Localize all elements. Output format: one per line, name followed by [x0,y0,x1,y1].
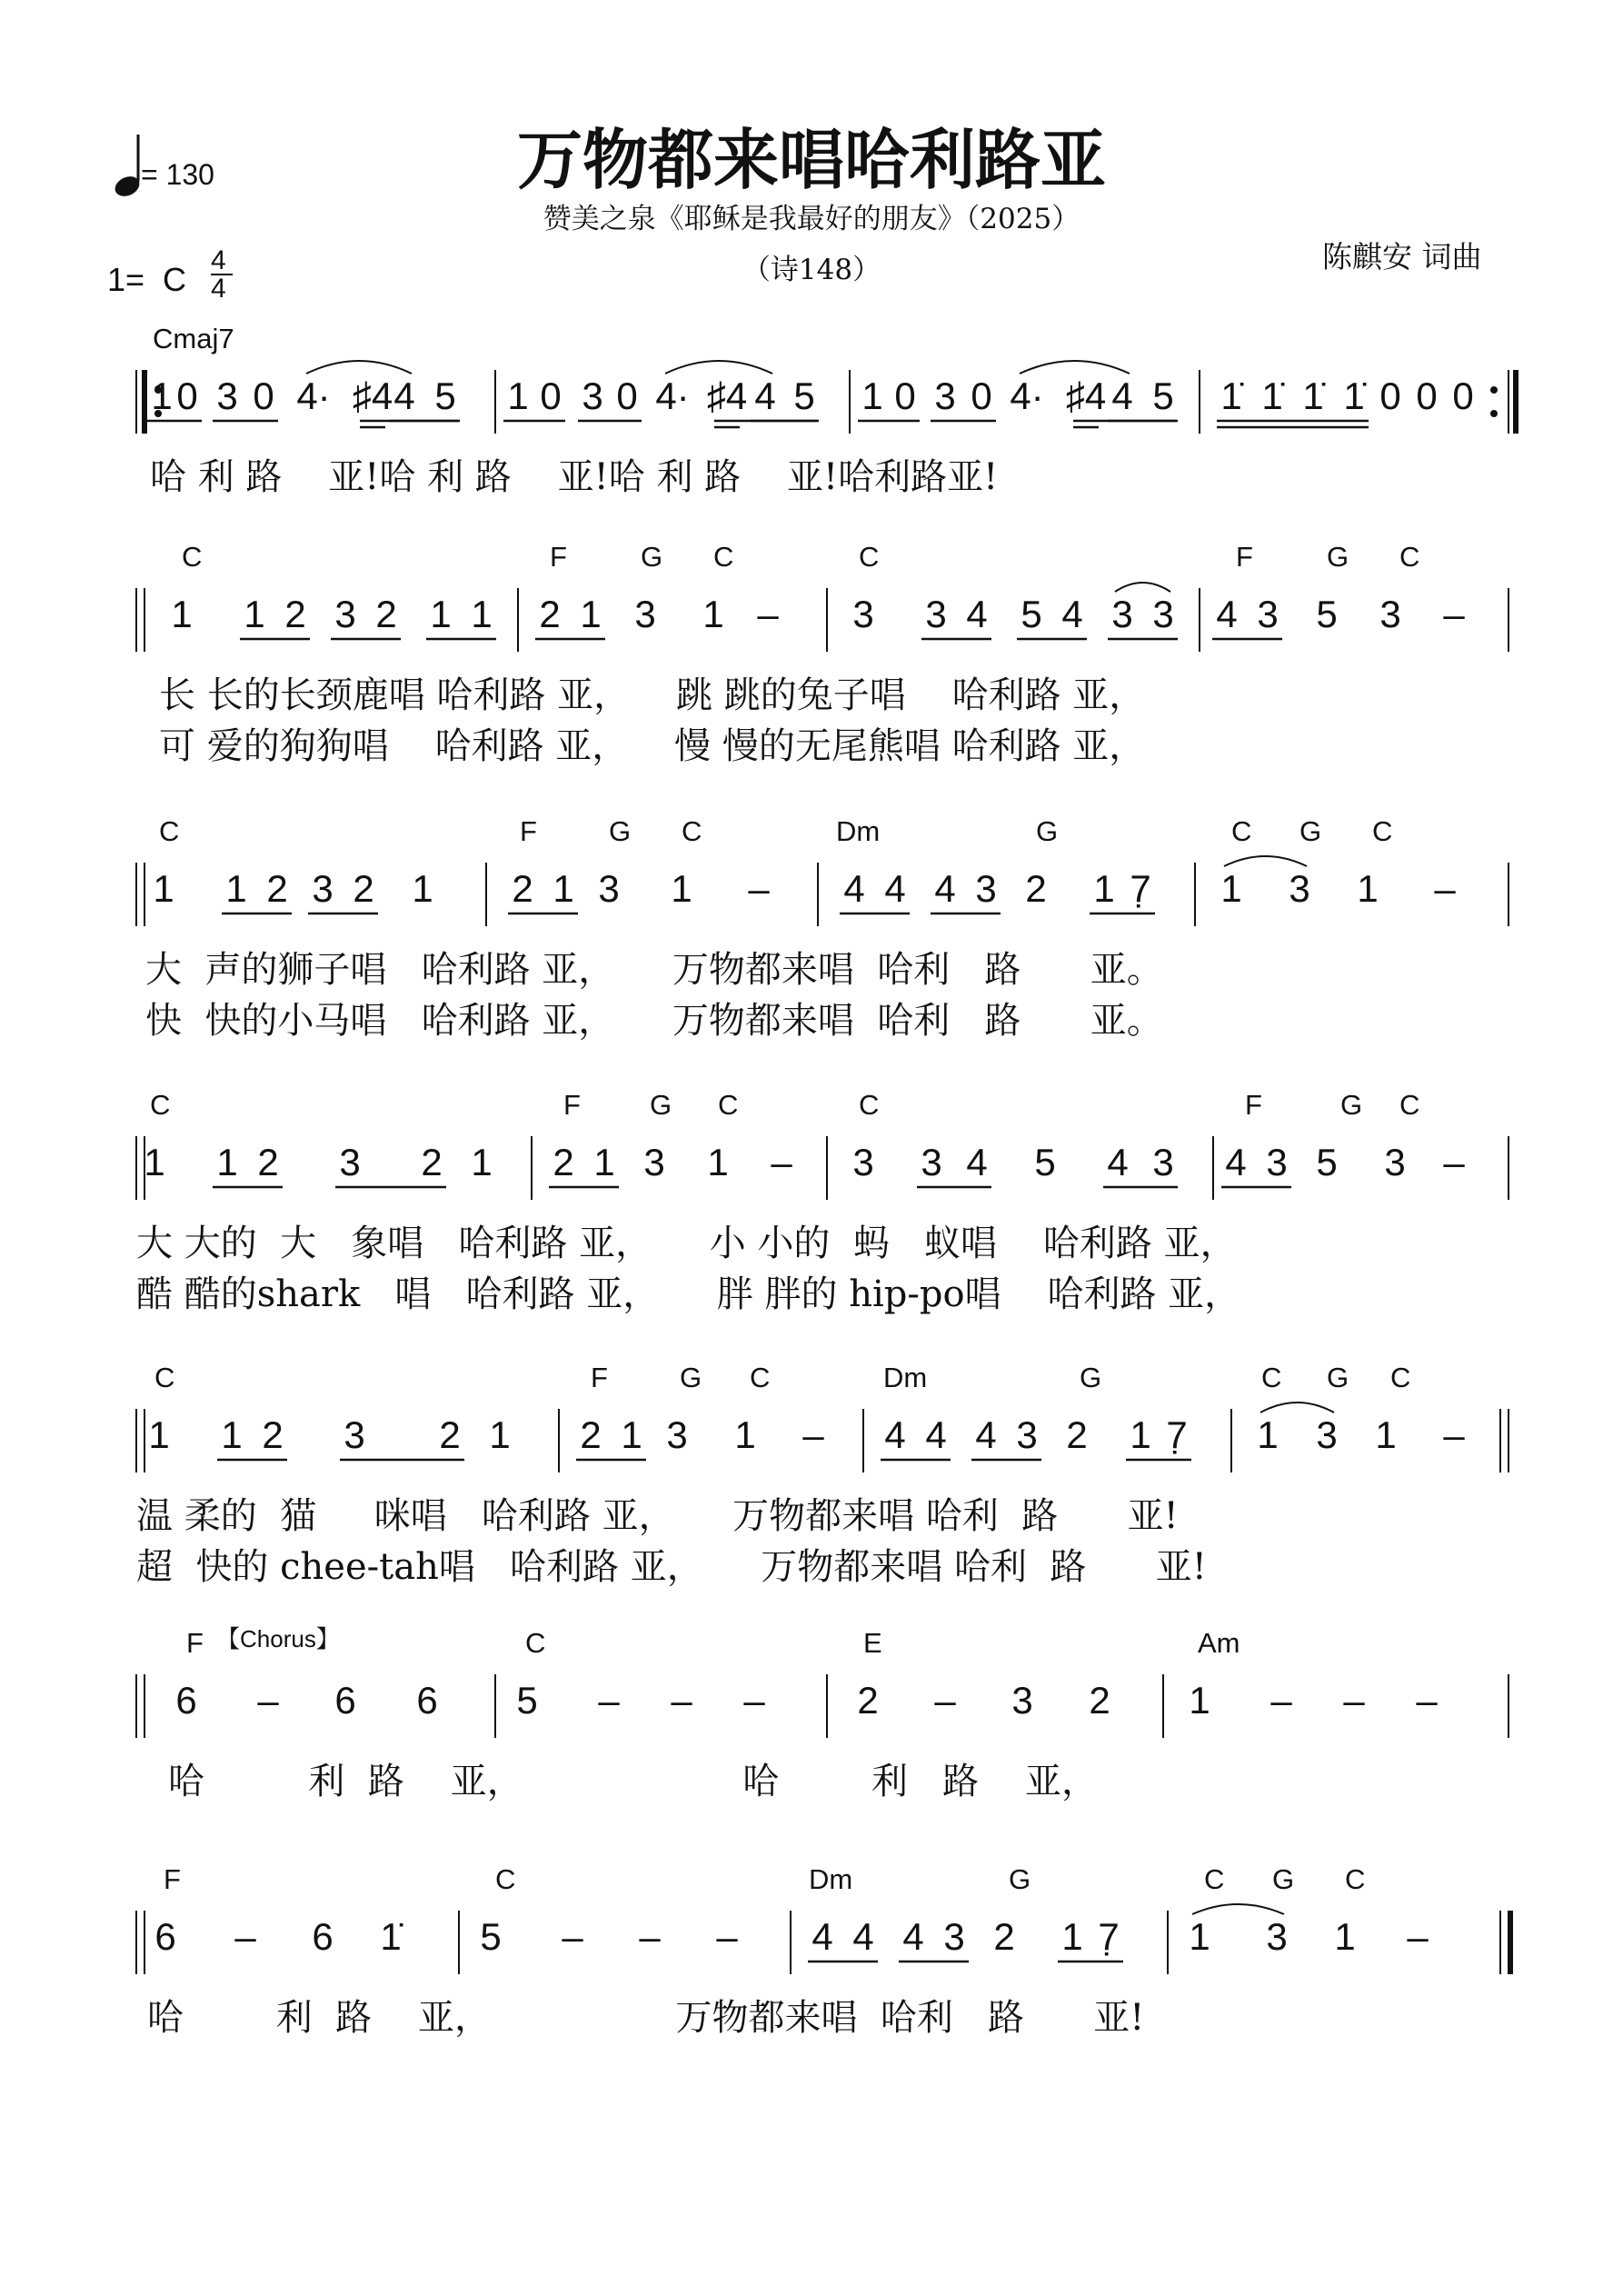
jianpu-note: 2 [539,593,561,635]
chord-symbol: Am [1198,1627,1240,1659]
jianpu-note: 7̣ [1130,867,1151,910]
section-label: 【Chorus】 [216,1625,340,1652]
jianpu-note: 3 [1152,593,1174,635]
jianpu-note: 5 [1316,1141,1338,1183]
jianpu-note: – [771,1141,792,1183]
jianpu-note: 4 [812,1915,833,1958]
jianpu-note: 1̇ [1343,374,1365,417]
jianpu-note: 6 [416,1679,438,1722]
lyric-line: 哈 利 路 亚， 万物都来唱 哈利 路 亚! [147,1997,1145,2039]
jianpu-note: ♯4 [706,374,748,417]
lyric-line: 哈 利 路 亚!哈 利 路 亚!哈 利 路 亚!哈利路亚! [150,456,999,498]
chord-symbol: C [859,1089,880,1121]
jianpu-note: 0 [1416,374,1438,417]
lyric-line: 快 快的小马唱 哈利路 亚， 万物都来唱 哈利 路 亚。 [145,1000,1163,1042]
chord-symbol: F [186,1627,204,1659]
jianpu-note: 1 [593,1141,615,1183]
jianpu-note: 6 [312,1915,334,1958]
jianpu-note: – [1416,1679,1438,1722]
jianpu-note: 4 [966,593,988,635]
jianpu-note: 3 [1111,593,1133,635]
chord-symbol: Dm [883,1362,928,1393]
jianpu-note: 1 [1334,1915,1356,1958]
jianpu-note: 7̣ [1166,1413,1188,1456]
jianpu-note: 0 [1379,374,1401,417]
jianpu-note: 1 [621,1413,642,1456]
jianpu-note: 1 [412,867,433,910]
jianpu-note: – [743,1679,765,1722]
chord-symbol: C [682,815,702,847]
jianpu-note: 1 [151,374,173,417]
chord-symbol: C [1231,815,1252,847]
jianpu-note: 0 [894,374,916,417]
jianpu-note: 2 [353,867,374,910]
time-signature-bottom: 4 [211,274,226,304]
key-signature: 1= C [107,261,187,298]
jianpu-note: – [257,1679,279,1722]
jianpu-note: 3 [339,1141,361,1183]
chord-symbol: C [525,1627,546,1659]
jianpu-note: 3 [1152,1141,1174,1183]
jianpu-note: – [716,1915,738,1958]
jianpu-note: 4 [1216,593,1238,635]
jianpu-note: 2 [1025,867,1047,910]
chord-symbol: Cmaj7 [153,323,234,354]
chord-symbol: Dm [836,815,881,847]
chord-symbol: F [1245,1089,1262,1121]
jianpu-note: – [748,867,770,910]
jianpu-note: 3 [634,593,656,635]
jianpu-note: 1 [225,867,247,910]
jianpu-note: 1 [148,1413,170,1456]
jianpu-note: 4· [296,374,331,417]
jianpu-note: 5 [1034,1141,1056,1183]
jianpu-note: 3 [1379,593,1401,635]
jianpu-note: 2 [421,1141,443,1183]
chord-symbol: G [1340,1089,1363,1121]
jianpu-note: – [598,1679,620,1722]
jianpu-note: 1 [471,1141,493,1183]
jianpu-note: 3 [216,374,238,417]
jianpu-note: – [802,1413,824,1456]
chord-symbol: C [159,815,180,847]
jianpu-note: – [639,1915,661,1958]
jianpu-note: 2 [993,1915,1015,1958]
chord-symbol: G [641,541,663,573]
chord-symbol: G [1327,541,1349,573]
jianpu-note: 1 [507,374,529,417]
chord-symbol: F [520,815,537,847]
jianpu-note: 5 [480,1915,502,1958]
chord-symbol: G [650,1089,672,1121]
jianpu-note: 3 [1266,1915,1288,1958]
chord-symbol: G [680,1362,702,1393]
jianpu-note: 1̇ [1220,374,1242,417]
jianpu-note: 4 [884,1413,906,1456]
chord-symbol: C [1261,1362,1282,1393]
album-subtitle: 赞美之泉《耶稣是我最好的朋友》（2025） [543,203,1080,235]
jianpu-note: 1 [1130,1413,1151,1456]
chord-symbol: C [718,1089,739,1121]
jianpu-note: 1 [702,593,724,635]
jianpu-note: 3 [1316,1413,1338,1456]
chord-symbol: G [609,815,632,847]
jianpu-note: 3 [666,1413,688,1456]
jianpu-note: 1 [144,1141,165,1183]
jianpu-note: 2 [553,1141,574,1183]
jianpu-note: – [234,1915,256,1958]
chord-symbol: C [1399,1089,1420,1121]
jianpu-note: 1 [671,867,692,910]
jianpu-note: – [1434,867,1456,910]
jianpu-note: 3 [598,867,620,910]
jianpu-note: 2 [266,867,288,910]
jianpu-note: 4· [1010,374,1044,417]
jianpu-note: 3 [1011,1679,1033,1722]
chord-symbol: G [1009,1863,1031,1895]
jianpu-note: 2 [439,1413,461,1456]
jianpu-note: 6 [154,1915,176,1958]
lyric-line: 超 快的 chee-tah唱 哈利路 亚， 万物都来唱 哈利 路 亚! [136,1546,1207,1588]
chord-symbol: G [1299,815,1322,847]
chord-symbol: C [1345,1863,1366,1895]
chord-symbol: C [182,541,203,573]
jianpu-note: 3 [1384,1141,1406,1183]
jianpu-note: 1 [861,374,883,417]
jianpu-note: 1 [707,1141,729,1183]
chord-symbol: Dm [809,1863,853,1895]
jianpu-note: ♯4 [352,374,393,417]
jianpu-note: – [562,1915,583,1958]
jianpu-note: 3 [312,867,334,910]
jianpu-note: 1 [489,1413,511,1456]
jianpu-note: 1 [430,593,452,635]
chord-symbol: G [1080,1362,1102,1393]
lyric-line: 大 声的狮子唱 哈利路 亚， 万物都来唱 哈利 路 亚。 [145,949,1163,991]
jianpu-note: 5 [1316,593,1338,635]
jianpu-note: 4 [1061,593,1083,635]
jianpu-note: 4 [975,1413,997,1456]
chord-symbol: F [164,1863,181,1895]
jianpu-note: 1̇ [1261,374,1283,417]
lyric-line: 大 大的 大 象唱 哈利路 亚， 小 小的 蚂 蚁唱 哈利路 亚， [136,1223,1237,1264]
jianpu-note: 1 [221,1413,243,1456]
jianpu-note: – [1407,1915,1429,1958]
jianpu-note: 4 [884,867,906,910]
jianpu-note: 2 [257,1141,279,1183]
jianpu-note: 1̇ [380,1915,402,1958]
chord-symbol: C [1399,541,1420,573]
jianpu-note: 1 [216,1141,238,1183]
chord-symbol: C [154,1362,175,1393]
song-title: 万物都来唱哈利路亚 [516,122,1106,198]
jianpu-note: 1 [1189,1679,1210,1722]
jianpu-note: 4 [1225,1141,1247,1183]
jianpu-note: 2 [375,593,397,635]
jianpu-note: – [1443,1413,1465,1456]
jianpu-note: 3 [1289,867,1310,910]
jianpu-note: 3 [643,1141,665,1183]
psalm-reference: （诗148） [742,254,881,286]
chord-symbol: F [1236,541,1253,573]
jianpu-note: 1 [1093,867,1115,910]
time-signature-top: 4 [211,245,226,275]
chord-symbol: C [1390,1362,1411,1393]
jianpu-note: 3 [344,1413,365,1456]
jianpu-note: 0 [176,374,198,417]
jianpu-note: – [1443,1141,1465,1183]
jianpu-note: 4 [843,867,865,910]
jianpu-note: 2 [1066,1413,1088,1456]
jianpu-note: 1 [734,1413,756,1456]
jianpu-note: 4· [655,374,690,417]
jianpu-note: 2 [512,867,533,910]
chord-symbol: C [1372,815,1393,847]
jianpu-note: 5 [434,374,456,417]
chord-symbol: G [1036,815,1059,847]
jianpu-note: 1 [553,867,574,910]
jianpu-note: 3 [943,1915,965,1958]
jianpu-note: 3 [582,374,603,417]
chord-symbol: G [1327,1362,1349,1393]
jianpu-note: 4 [1111,374,1133,417]
jianpu-note: 7̣ [1098,1915,1120,1958]
jianpu-note: – [671,1679,692,1722]
jianpu-note: 2 [580,1413,602,1456]
jianpu-note: 3 [1266,1141,1288,1183]
jianpu-note: 1 [244,593,265,635]
jianpu-note: 1 [1061,1915,1083,1958]
jianpu-note: – [934,1679,956,1722]
jianpu-note: 6 [334,1679,356,1722]
jianpu-note: 1 [471,593,493,635]
jianpu-note: 4 [925,1413,947,1456]
jianpu-note: 4 [902,1915,924,1958]
jianpu-note: 4 [393,374,415,417]
tempo-marking: = 130 [141,158,214,191]
jianpu-note: 5 [1021,593,1042,635]
chord-symbol: E [863,1627,882,1659]
jianpu-note: 3 [925,593,947,635]
jianpu-note: 3 [975,867,997,910]
jianpu-note: 5 [1152,374,1174,417]
jianpu-note: 1 [1357,867,1379,910]
jianpu-note: 0 [616,374,638,417]
jianpu-note: 0 [1452,374,1474,417]
jianpu-note: 1 [1189,1915,1210,1958]
jianpu-note: 0 [540,374,562,417]
jianpu-note: 4 [1107,1141,1129,1183]
jianpu-note: 2 [284,593,306,635]
jianpu-note: 3 [934,374,956,417]
jianpu-note: – [1270,1679,1292,1722]
chord-symbol: C [713,541,734,573]
jianpu-note: 2 [857,1679,879,1722]
chord-symbol: C [150,1089,171,1121]
jianpu-note: 1 [171,593,193,635]
lyric-line: 长 长的长颈鹿唱 哈利路 亚， 跳 跳的兔子唱 哈利路 亚， [159,674,1146,716]
jianpu-note: 2 [262,1413,284,1456]
chord-symbol: C [495,1863,516,1895]
jianpu-note: 1 [153,867,174,910]
jianpu-note: 4 [852,1915,874,1958]
jianpu-note: 4 [754,374,776,417]
chord-symbol: F [563,1089,581,1121]
chord-symbol: C [859,541,880,573]
jianpu-note: 1 [580,593,602,635]
chord-symbol: G [1272,1863,1295,1895]
jianpu-note: 3 [1257,593,1279,635]
lyric-line: 哈 利 路 亚， 哈 利 路 亚， [168,1761,1099,1802]
chord-symbol: C [1204,1863,1225,1895]
jianpu-note: – [1443,593,1465,635]
jianpu-note: 4 [966,1141,988,1183]
jianpu-note: 3 [1016,1413,1038,1456]
jianpu-note: 3 [921,1141,942,1183]
jianpu-note: 5 [516,1679,538,1722]
jianpu-note: ♯4 [1065,374,1107,417]
jianpu-note: – [1343,1679,1365,1722]
jianpu-note: 4 [934,867,956,910]
jianpu-note: 2 [1089,1679,1110,1722]
chord-symbol: C [750,1362,771,1393]
jianpu-note: 3 [334,593,356,635]
chord-symbol: F [591,1362,608,1393]
jianpu-note: 1 [1220,867,1242,910]
chord-symbol: F [550,541,567,573]
jianpu-note: 0 [971,374,992,417]
slur [1192,1904,1284,1914]
lyric-line: 温 柔的 猫 咪唱 哈利路 亚， 万物都来唱 哈利 路 亚! [136,1495,1179,1537]
jianpu-note: – [757,593,779,635]
composer-credit: 陈麒安 词曲 [1322,239,1482,275]
jianpu-note: 3 [852,1141,874,1183]
jianpu-note: 3 [852,593,874,635]
jianpu-note: 5 [793,374,815,417]
jianpu-note: 1 [1257,1413,1279,1456]
jianpu-note: 6 [175,1679,197,1722]
lyric-line: 酷 酷的shark 唱 哈利路 亚， 胖 胖的 hip-po唱 哈利路 亚， [136,1273,1241,1315]
jianpu-note: 0 [253,374,274,417]
jianpu-note: 1 [1375,1413,1397,1456]
jianpu-note: 1̇ [1302,374,1324,417]
lyric-line: 可 爱的狗狗唱 哈利路 亚， 慢 慢的无尾熊唱 哈利路 亚， [159,725,1146,767]
